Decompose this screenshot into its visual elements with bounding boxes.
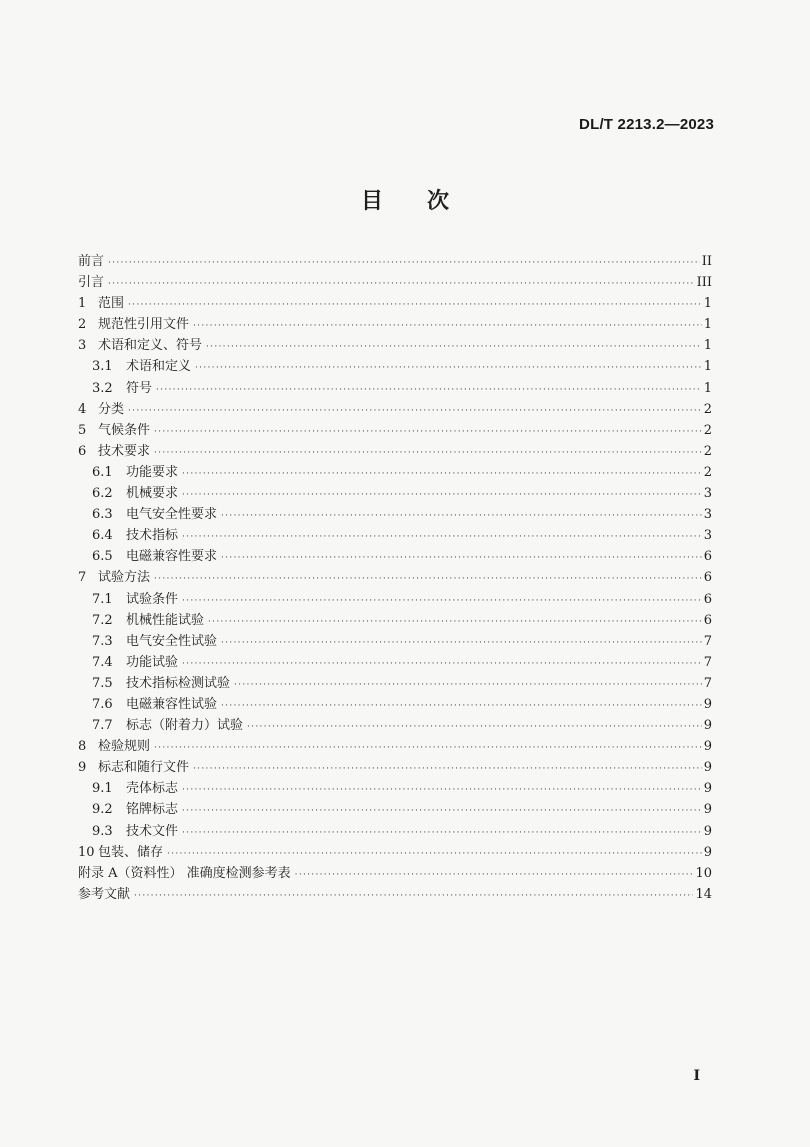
toc-entry[interactable] bbox=[78, 546, 712, 567]
toc-entry[interactable] bbox=[78, 356, 712, 377]
toc-entry[interactable] bbox=[78, 757, 712, 778]
toc-entry-page: 1 bbox=[703, 380, 712, 396]
toc-entry[interactable] bbox=[78, 399, 712, 420]
toc-entry[interactable] bbox=[78, 631, 712, 652]
toc-entry-page: 2 bbox=[703, 422, 712, 438]
toc-entry-page: 10 bbox=[695, 865, 712, 881]
toc-entry-label: 电磁兼容性试验 bbox=[126, 696, 218, 712]
toc-leader-dots bbox=[154, 738, 702, 759]
toc-entry-label: 符号 bbox=[126, 380, 153, 396]
toc-entry-page: 2 bbox=[703, 464, 712, 480]
toc-leader-dots bbox=[154, 443, 702, 464]
toc-leader-dots bbox=[182, 801, 702, 822]
toc-leader-dots bbox=[221, 548, 702, 569]
toc-entry-page: 2 bbox=[703, 443, 712, 459]
toc-entry[interactable] bbox=[78, 863, 712, 884]
toc-entry-label: 试验方法 bbox=[98, 570, 151, 586]
toc-entry-label: 标志和随行文件 bbox=[98, 760, 190, 776]
toc-entry-number: 3 bbox=[78, 338, 87, 354]
toc-leader-dots bbox=[221, 696, 702, 717]
standard-code: DL/T 2213.2—2023 bbox=[579, 116, 714, 133]
page-number: I bbox=[693, 1068, 700, 1084]
toc-entry[interactable] bbox=[78, 378, 712, 399]
toc-entry[interactable] bbox=[78, 715, 712, 736]
toc-entry-label: 术语和定义、符号 bbox=[98, 338, 203, 354]
toc-entry[interactable] bbox=[78, 483, 712, 504]
toc-entry-page: 9 bbox=[703, 802, 712, 818]
toc-entry-number: 7.6 bbox=[92, 696, 113, 712]
toc-leader-dots bbox=[108, 253, 700, 274]
page-title-char-2: 次 bbox=[427, 188, 450, 214]
toc-entry[interactable] bbox=[78, 736, 712, 757]
toc-entry-label: 规范性引用文件 bbox=[98, 317, 190, 333]
toc-entry-label: 范围 bbox=[98, 296, 125, 312]
toc-leader-dots bbox=[182, 780, 702, 801]
toc-entry[interactable] bbox=[78, 884, 712, 905]
toc-entry-number: 6 bbox=[78, 443, 87, 459]
toc-entry-number: 9.3 bbox=[92, 823, 113, 839]
toc-entry-page: 9 bbox=[703, 781, 712, 797]
toc-entry[interactable] bbox=[78, 314, 712, 335]
toc-entry-number: 3.2 bbox=[92, 380, 113, 396]
toc-entry[interactable] bbox=[78, 567, 712, 588]
toc-entry[interactable] bbox=[78, 652, 712, 673]
toc-entry[interactable] bbox=[78, 335, 712, 356]
toc-leader-dots bbox=[182, 591, 702, 612]
toc-leader-dots bbox=[182, 485, 702, 506]
toc-entry-label: 包装、储存 bbox=[98, 844, 164, 860]
toc-entry-label: 电气安全性要求 bbox=[126, 507, 218, 523]
toc-entry-label: 技术文件 bbox=[126, 823, 179, 839]
toc-entry-page: 7 bbox=[703, 633, 712, 649]
toc-entry-label: 功能要求 bbox=[126, 464, 179, 480]
toc-leader-dots bbox=[182, 464, 702, 485]
toc-entry-page: 3 bbox=[703, 486, 712, 502]
toc-entry[interactable] bbox=[78, 799, 712, 820]
toc-leader-dots bbox=[128, 401, 702, 422]
toc-entry-number: 9.1 bbox=[92, 781, 113, 797]
toc-entry-label: 铭牌标志 bbox=[126, 802, 179, 818]
toc-leader-dots bbox=[295, 865, 694, 886]
toc-entry-number: 7.1 bbox=[92, 591, 113, 607]
toc-entry-page: 1 bbox=[703, 296, 712, 312]
toc-entry-page: 9 bbox=[703, 718, 712, 734]
toc-entry-label: 电磁兼容性要求 bbox=[126, 549, 218, 565]
toc-entry[interactable] bbox=[78, 525, 712, 546]
toc-entry-label: 技术指标检测试验 bbox=[126, 675, 231, 691]
toc-entry-page: 1 bbox=[703, 338, 712, 354]
toc-entry-number: 7.5 bbox=[92, 675, 113, 691]
toc-entry-number: 6.5 bbox=[92, 549, 113, 565]
toc-leader-dots bbox=[234, 675, 702, 696]
toc-entry-label: 技术要求 bbox=[98, 443, 151, 459]
toc-entry-label: 技术指标 bbox=[126, 528, 179, 544]
page-title bbox=[0, 184, 810, 215]
toc-entry-number: 3.1 bbox=[92, 359, 113, 375]
toc-entry-number: 4 bbox=[78, 401, 87, 417]
toc-entry-label: 气候条件 bbox=[98, 422, 151, 438]
table-of-contents bbox=[78, 251, 712, 905]
toc-entry-label: 分类 bbox=[98, 401, 125, 417]
toc-entry[interactable] bbox=[78, 610, 712, 631]
toc-leader-dots bbox=[154, 422, 702, 443]
toc-entry-number: 7.2 bbox=[92, 612, 113, 628]
toc-entry-page: 9 bbox=[703, 823, 712, 839]
toc-leader-dots bbox=[182, 654, 702, 675]
toc-entry-number: 6.3 bbox=[92, 507, 113, 523]
toc-entry-label: 附录 A（资料性） 准确度检测参考表 bbox=[78, 865, 291, 881]
toc-entry[interactable] bbox=[78, 504, 712, 525]
toc-leader-dots bbox=[167, 844, 702, 865]
toc-entry-number: 8 bbox=[78, 739, 87, 755]
toc-entry-number: 7.4 bbox=[92, 654, 113, 670]
toc-entry-page: 14 bbox=[695, 886, 712, 902]
toc-leader-dots bbox=[128, 295, 702, 316]
toc-entry-number: 10 bbox=[78, 844, 95, 860]
toc-entry-number: 6.2 bbox=[92, 486, 113, 502]
toc-leader-dots bbox=[247, 717, 702, 738]
page-title-char-1: 目 bbox=[360, 188, 383, 214]
toc-leader-dots bbox=[108, 274, 695, 295]
toc-leader-dots bbox=[208, 612, 702, 633]
toc-entry-number: 7 bbox=[78, 570, 87, 586]
toc-leader-dots bbox=[221, 633, 702, 654]
toc-leader-dots bbox=[182, 823, 702, 844]
toc-leader-dots bbox=[154, 569, 702, 590]
toc-entry-page: 7 bbox=[703, 675, 712, 691]
toc-entry-label: 机械要求 bbox=[126, 486, 179, 502]
toc-entry-page: 3 bbox=[703, 507, 712, 523]
toc-leader-dots bbox=[221, 506, 702, 527]
toc-entry-page: II bbox=[701, 254, 712, 269]
toc-entry-label: 功能试验 bbox=[126, 654, 179, 670]
toc-entry[interactable] bbox=[78, 441, 712, 462]
toc-leader-dots bbox=[206, 337, 702, 358]
toc-entry-page: 6 bbox=[703, 612, 712, 628]
toc-leader-dots bbox=[193, 759, 702, 780]
toc-entry-page: 9 bbox=[703, 696, 712, 712]
toc-entry-page: 9 bbox=[703, 760, 712, 776]
toc-entry-number: 9 bbox=[78, 760, 87, 776]
toc-entry-page: 9 bbox=[703, 844, 712, 860]
toc-entry-label: 引言 bbox=[78, 275, 105, 291]
toc-entry[interactable] bbox=[78, 673, 712, 694]
toc-entry-page: 6 bbox=[703, 591, 712, 607]
toc-entry-label: 前言 bbox=[78, 254, 105, 269]
toc-entry[interactable] bbox=[78, 842, 712, 863]
toc-entry-page: 1 bbox=[703, 359, 712, 375]
toc-entry[interactable] bbox=[78, 462, 712, 483]
toc-entry-page: 6 bbox=[703, 549, 712, 565]
toc-entry[interactable] bbox=[78, 420, 712, 441]
toc-entry-page: III bbox=[696, 275, 712, 291]
toc-leader-dots bbox=[134, 886, 693, 907]
toc-entry-page: 1 bbox=[703, 317, 712, 333]
toc-entry-number: 6.1 bbox=[92, 464, 113, 480]
toc-entry[interactable] bbox=[78, 778, 712, 799]
toc-entry-number: 5 bbox=[78, 422, 87, 438]
toc-entry-number: 9.2 bbox=[92, 802, 113, 818]
toc-entry-number: 2 bbox=[78, 317, 87, 333]
toc-leader-dots bbox=[193, 316, 702, 337]
toc-entry-number: 7.7 bbox=[92, 718, 113, 734]
toc-entry[interactable] bbox=[78, 821, 712, 842]
toc-entry[interactable] bbox=[78, 293, 712, 314]
toc-entry-page: 2 bbox=[703, 401, 712, 417]
toc-entry-number: 6.4 bbox=[92, 528, 113, 544]
toc-entry-number: 7.3 bbox=[92, 633, 113, 649]
toc-entry-page: 3 bbox=[703, 528, 712, 544]
toc-entry-page: 6 bbox=[703, 570, 712, 586]
toc-leader-dots bbox=[195, 358, 702, 379]
toc-entry-label: 电气安全性试验 bbox=[126, 633, 218, 649]
toc-entry-label: 试验条件 bbox=[126, 591, 179, 607]
toc-entry-label: 壳体标志 bbox=[126, 781, 179, 797]
toc-entry-page: 9 bbox=[703, 739, 712, 755]
toc-entry[interactable] bbox=[78, 589, 712, 610]
toc-entry[interactable] bbox=[78, 251, 712, 272]
toc-entry-number: 1 bbox=[78, 296, 87, 312]
toc-entry-page: 7 bbox=[703, 654, 712, 670]
toc-entry-label: 标志（附着力）试验 bbox=[126, 718, 244, 734]
toc-entry-label: 检验规则 bbox=[98, 739, 151, 755]
toc-leader-dots bbox=[156, 380, 702, 401]
toc-entry[interactable] bbox=[78, 272, 712, 293]
toc-entry[interactable] bbox=[78, 694, 712, 715]
toc-entry-label: 参考文献 bbox=[78, 886, 131, 902]
toc-entry-label: 机械性能试验 bbox=[126, 612, 205, 628]
toc-entry-label: 术语和定义 bbox=[126, 359, 192, 375]
toc-leader-dots bbox=[182, 527, 702, 548]
